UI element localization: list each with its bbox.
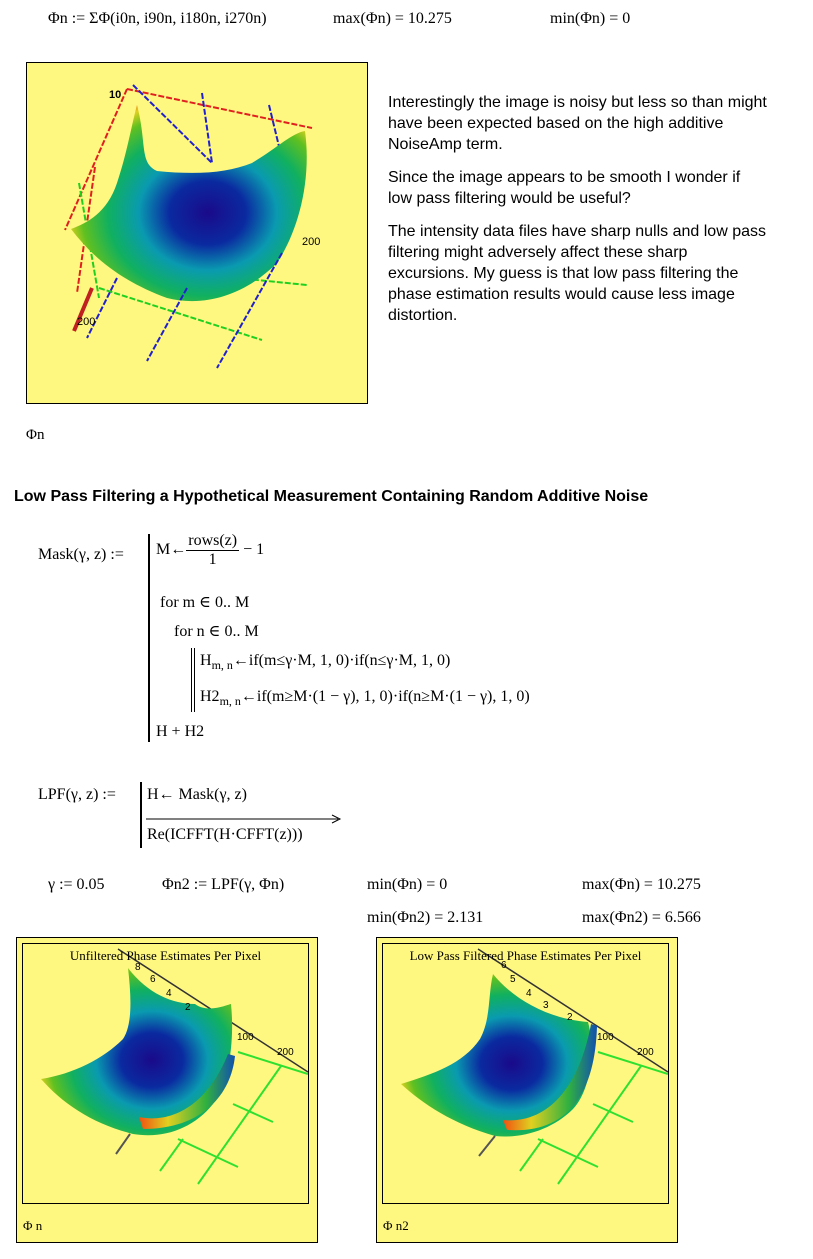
note-paragraph: The intensity data files have sharp nulls and low pass filtering might adversely affect these sharp excursions. My guess is that low pass filtering the phase estimation results would cause less image distortion. xyxy=(388,223,766,324)
subscript: m, n xyxy=(219,694,241,709)
grid-line xyxy=(202,93,212,163)
grid-line xyxy=(147,288,187,361)
z-tick: 2 xyxy=(567,1012,573,1023)
mask-line3: for n ∈ 0.. M xyxy=(174,623,259,640)
surface-plot-canvas xyxy=(23,944,308,1203)
axis-line xyxy=(116,1134,130,1154)
plot-frame xyxy=(382,943,669,1204)
note-paragraph: Since the image appears to be smooth I wonder if low pass filtering would be useful? xyxy=(388,169,741,207)
plot-frame xyxy=(22,943,309,1204)
var: H2 xyxy=(200,688,220,705)
grid-line xyxy=(520,1139,543,1171)
plot-title: Unfiltered Phase Estimates Per Pixel xyxy=(69,948,262,963)
z-tick: 3 xyxy=(543,1000,549,1011)
program-bar xyxy=(191,648,192,712)
z-tick: 2 xyxy=(185,1002,191,1013)
lpf-lhs: LPF(γ, z) := xyxy=(38,786,116,803)
x-tick: 100 xyxy=(237,1032,254,1043)
mask-line5 xyxy=(200,688,530,709)
surface-plot-canvas xyxy=(27,63,367,403)
mask-line4 xyxy=(200,652,450,673)
surface-plot-filtered[interactable] xyxy=(376,937,678,1243)
lpf-line2: Re(ICFFT(H·CFFT(z))) xyxy=(147,826,303,843)
expr: ←if(m≤γ·M, 1, 0)·if(n≤γ·M, 1, 0) xyxy=(232,652,451,669)
axis-line xyxy=(127,89,312,128)
program-bar xyxy=(148,534,150,742)
max-phin-result: max(Φn) = 10.275 xyxy=(333,10,452,27)
mask-suffix: − 1 xyxy=(243,541,265,559)
grid-line xyxy=(87,278,117,338)
fraction-denominator: 1 xyxy=(208,551,217,568)
z-tick: 4 xyxy=(526,988,532,999)
z-tick: 6 xyxy=(501,960,507,971)
phin2-definition: Φn2 := LPF(γ, Φn) xyxy=(162,876,285,893)
notes xyxy=(388,92,768,326)
surface-plot-canvas xyxy=(383,944,668,1203)
max-phin2-result: max(Φn2) = 6.566 xyxy=(582,909,701,926)
program-bar xyxy=(194,648,195,712)
var: H xyxy=(200,652,212,669)
plot-title: Low Pass Filtered Phase Estimates Per Pixel xyxy=(409,948,642,963)
plot-label: Φ n xyxy=(23,1218,43,1233)
z-tick: 4 xyxy=(166,988,172,999)
min-phin2-result: min(Φn2) = 2.131 xyxy=(367,909,484,926)
note-paragraph: Interestingly the image is noisy but less so than might have been expected based on the high additive NoiseAmp term. xyxy=(388,94,767,153)
subscript: m, n xyxy=(211,658,233,673)
x-tick: 200 xyxy=(637,1047,654,1058)
surface-plot-unfiltered[interactable] xyxy=(16,937,318,1243)
tick-label-z: 10 xyxy=(109,89,122,101)
max-phin-result: max(Φn) = 10.275 xyxy=(582,876,701,893)
lpf-line1: H← Mask(γ, z) xyxy=(147,786,247,803)
x-tick: 100 xyxy=(597,1032,614,1043)
gamma-definition: γ := 0.05 xyxy=(48,876,105,893)
program-bar xyxy=(140,782,142,848)
grid-line xyxy=(160,1139,183,1171)
phin-definition: Φn := ΣΦ(i0n, i90n, i180n, i270n) xyxy=(48,10,267,27)
mask-line6: H + H2 xyxy=(156,723,205,740)
x-tick: 200 xyxy=(277,1047,294,1058)
mask-line2: for m ∈ 0.. M xyxy=(160,594,250,611)
z-tick: 6 xyxy=(150,974,156,985)
tick-label-y: 200 xyxy=(77,316,96,328)
min-phin-result: min(Φn) = 0 xyxy=(550,10,631,27)
expr: ←if(m≥M·(1 − γ), 1, 0)·if(n≥M·(1 − γ), 1, 0) xyxy=(240,688,530,705)
surface-plot-phin[interactable] xyxy=(26,62,368,404)
grid-line xyxy=(538,1139,598,1167)
grid-line xyxy=(133,85,212,163)
grid-line xyxy=(238,1052,308,1074)
plot1-label: Φn xyxy=(26,427,45,443)
mask-assign: M← xyxy=(156,541,187,559)
min-phin-result: min(Φn) = 0 xyxy=(367,876,448,893)
plot-label: Φ n2 xyxy=(383,1218,409,1233)
axis-line xyxy=(479,1136,495,1156)
tick-label-x: 200 xyxy=(302,236,321,248)
grid-line xyxy=(178,1139,238,1167)
mask-line1 xyxy=(156,532,264,569)
grid-line xyxy=(598,1052,668,1074)
section-heading: Low Pass Filtering a Hypothetical Measurement Containing Random Additive Noise xyxy=(14,488,649,505)
z-tick: 8 xyxy=(135,962,141,973)
vectorize-arrow-icon xyxy=(146,814,342,824)
fraction-numerator: rows(z) xyxy=(188,532,238,549)
mask-lhs: Mask(γ, z) := xyxy=(38,546,124,563)
z-tick: 5 xyxy=(510,974,516,985)
